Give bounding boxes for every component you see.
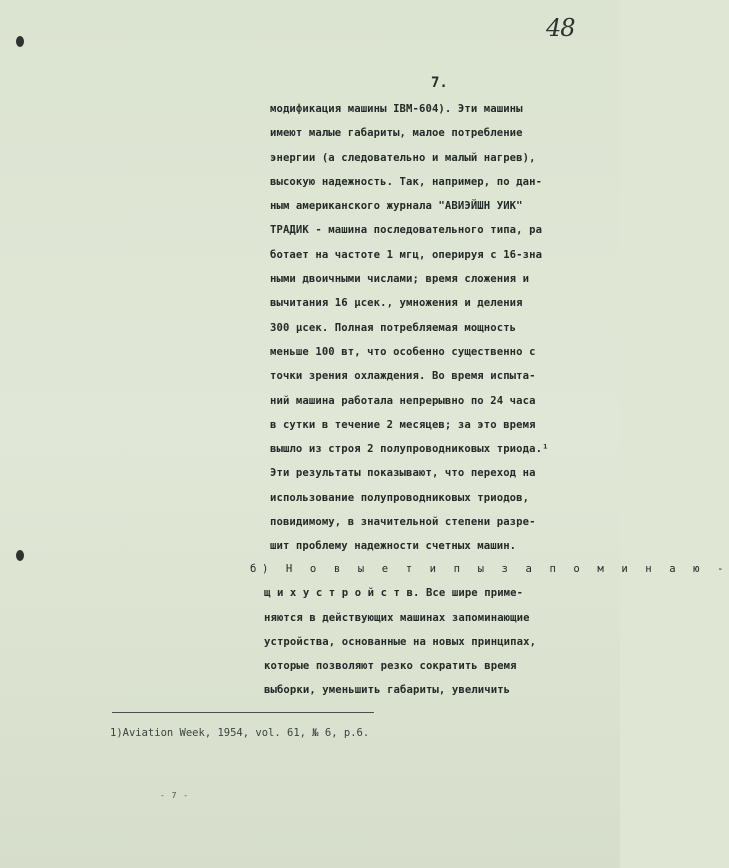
section-b-heading-line: б) Н о в ы е т и п ы з а п о м и н а ю - xyxy=(250,563,729,575)
text-line: Эти результаты показывают, что переход на xyxy=(270,467,536,480)
text-line: шит проблему надежности счетных машин. xyxy=(270,540,517,553)
text-line: энергии (а следовательно и малый нагрев), xyxy=(270,151,536,164)
text-line: в сутки в течение 2 месяцев; за это время xyxy=(270,418,536,431)
section-b-paragraph xyxy=(250,557,729,703)
text-line: устройства, основанные на новых принципах, xyxy=(264,635,537,648)
text-line: повидимому, в значительной степени разре- xyxy=(270,516,536,529)
punch-hole-top xyxy=(16,36,24,47)
text-line: выборки, уменьшить габариты, увеличить xyxy=(264,684,511,697)
page-number: 7. xyxy=(431,75,448,91)
footnote-divider xyxy=(112,712,374,713)
main-paragraph xyxy=(270,97,590,559)
text-line: меньше 100 вт, что особенно существенно с xyxy=(270,345,536,358)
bottom-mark: - 7 - xyxy=(160,791,190,800)
text-line: щ и х у с т р о й с т в. Все шире приме- xyxy=(264,587,524,600)
text-line: вычитания 16 μсек., умножения и деления xyxy=(270,297,523,310)
archive-page-number: 48 xyxy=(546,14,575,42)
text-line: модификация машины IBM-604). Эти машины xyxy=(270,103,523,115)
text-line: высокую надежность. Так, например, по дан- xyxy=(270,175,543,188)
text-line: имеют малые габариты, малое потребление xyxy=(270,127,523,140)
footnote: 1)Aviation Week, 1954, vol. 61, № 6, p.6. xyxy=(110,727,370,739)
text-line: которые позволяют резко сократить время xyxy=(264,660,517,673)
text-line: 300 μсек. Полная потребляемая мощность xyxy=(270,321,517,334)
text-line: ТРАДИК - машина последовательного типа, ра xyxy=(270,224,543,237)
text-line: ным американского журнала "АВИЭЙШН УИК" xyxy=(270,200,523,213)
text-line: точки зрения охлаждения. Во время испыта- xyxy=(270,370,536,383)
text-line: использование полупроводниковых триодов, xyxy=(270,491,530,504)
text-line: вышло из строя 2 полупроводниковых триода.¹ xyxy=(270,443,549,456)
punch-hole-bottom xyxy=(16,550,24,561)
text-line: ний машина работала непрерывно по 24 часа xyxy=(270,394,536,407)
text-line: ботает на частоте 1 мгц, оперируя с 16-зна xyxy=(270,248,543,261)
text-line: ными двоичными числами; время сложения и xyxy=(270,273,530,286)
text-line: няются в действующих машинах запоминающие xyxy=(264,611,530,624)
